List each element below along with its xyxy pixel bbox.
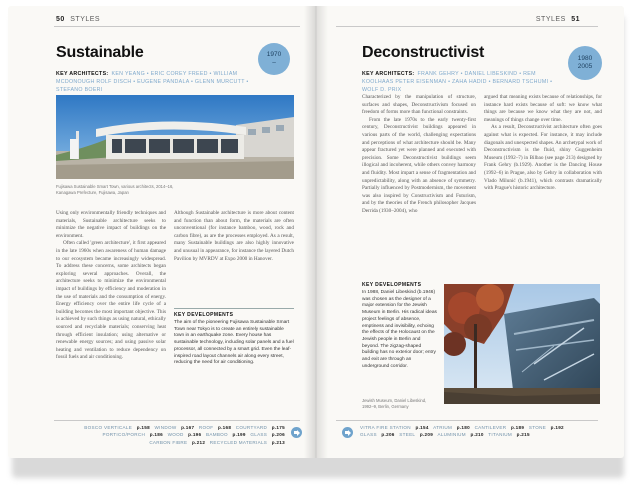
right-xref[interactable]: VITRA FIRE STATION p.154 [360,425,429,430]
right-footer-rule [336,420,598,421]
right-xref[interactable]: GLASS p.206 [360,432,395,438]
left-building-photo [56,95,294,179]
right-building-photo [444,284,600,404]
left-xref[interactable]: PORTICO/PORCH p.186 [102,432,163,438]
right-page-title: Deconstructivist [362,44,485,61]
right-col2-para-2: As a result, Deconstructivist architecture often goes against what is expected. For instance, it may include diagonals and unexpected shapes. An archetypal work of Deconstructivism is the fluid, shiny Guggenheim Museum (1992–7) in Bilbao (see page 213) designed by Frank Gehry (b.1929). Another is the Dancing House (1992–6) in Prague, also by Gehry in collaboration with Vlado Milunić (b.1941), which contrasts dramatically with Prague's historic architecture. [484,124,602,192]
right-header-rule [336,26,598,27]
left-body-column-2 [174,210,294,263]
right-col2-para-1: argued that meaning exists because of relationships, for instance hard exists because of soft: we know what things are because we know what they are not, and meanings of things change over time. [484,94,602,123]
right-xref[interactable]: ALUMINIUM p.210 [437,432,484,438]
right-key-developments [362,282,438,370]
left-xref[interactable]: GLASS p.206 [250,432,285,438]
left-key-developments [174,308,294,367]
left-running-header [56,16,100,23]
right-body-column-2 [484,94,602,193]
left-key-architects [56,70,256,94]
left-xref[interactable]: WINDOW p.167 [154,425,195,430]
left-col1-para-2: Often called 'green architecture', it first appeared in the late 1960s when awareness of human damage to our ecosystem became increasingly widespread. To address these concerns, some architects began exploring several approaches. Overall, the architecture seeks to minimize the environmental impact of buildings by efficiency and moderation in the use of materials and the consumption of energy. Energy efficiency over the entire life cycle of a building becomes the most important objective. This is achieved by such things as using natural, ethically sourced and recyclable materials; conserving heat through efficient insulation; using alternative or renewable energy sources; and using passive solar heating and ventilation to reduce dependency on fossil fuels and air conditioning. [56,240,166,361]
left-date-suffix: – [272,59,276,66]
book-gutter [304,6,328,458]
left-page [8,6,316,458]
left-xref[interactable]: BAMBOO p.199 [205,432,246,438]
left-key-architects-label: KEY ARCHITECTS: [56,71,109,77]
left-footer-rule [54,420,300,421]
left-key-dev-title: KEY DEVELOPMENTS [174,312,234,318]
right-cross-references [360,424,596,439]
right-xref[interactable]: TITANIUM p.215 [488,432,530,438]
left-arrow-right-icon[interactable] [291,427,302,438]
right-xref[interactable]: CANTILEVER p.189 [474,425,525,430]
open-book [8,6,624,458]
left-xref[interactable]: ROOF p.168 [198,425,232,430]
right-date-badge [568,46,602,80]
right-key-architects-list: FRANK GEHRY • DANIEL LIBESKIND • REM KOOLHAAS PETER EISENMAN • ZAHA HADID • BERNARD TSCHUMI • WOLF D. PRIX [362,71,553,93]
right-key-architects [362,70,562,94]
left-col2-para-1: Although Sustainable architecture is more about content and function than about form, the materials are often unconventional (for instance bamboo, wood, rock and carbon fibre), as are the processes employed. As a result, many Sustainable buildings are also highly innovative and unusual in appearance, for instance the layered Dutch Pavilion by MVRDV at Expo 2000 in Hanover. [174,210,294,262]
left-xref[interactable]: COURTYARD p.175 [235,425,285,430]
left-cross-references [70,424,288,446]
right-date-end: 2005 [577,63,593,70]
left-header-rule [54,26,300,27]
right-xref[interactable]: STONE p.192 [528,425,564,430]
left-page-number: 50 [56,16,65,23]
right-xref[interactable]: ATRIUM p.180 [433,425,470,430]
left-section-name: STYLES [70,16,101,23]
right-running-header [536,16,580,23]
right-key-architects-label: KEY ARCHITECTS: [362,71,415,77]
right-photo-caption: Jewish Museum, Daniel Libeskind, 1992–9, Berlin, Germany [362,398,427,409]
right-col1-para-2: From the late 1970s to the early twenty-first century, Deconstructivist buildings appeared in various parts of the world, challenging expectations and perceptions of what architecture should be. Many appear fractured yet were planned and executed with precision. Some Deconstructivist buildings seem illogical and incoherent, while others convey harmony and fluidity. Most impart a sense of fragmentation and unpredictability, along with an absence of symmetry. Partially influenced by Postmodernism, the movement was also inspired by Constructivism and Futurism, and by the theories of the French philosopher Jacques Derrida (1930–2004), who [362,116,476,214]
left-xref[interactable]: WOOD p.196 [167,432,202,438]
right-arrow-right-icon[interactable] [342,427,353,438]
right-col1-para-1: Characterized by the manipulation of structure, surfaces and shapes, Deconstructivism focused on freedom of forms more than functional constraints. [362,94,476,116]
left-page-title: Sustainable [56,44,144,61]
right-key-dev-text: In 1988, Daniel Libeskind (b.1946) was chosen as the designer of a major extension for the Jewish Museum in Berlin. His radical ideas project feelings of absence, emptiness and invisibility, echoing the effects of the Holocaust on the Jewish people in Berlin and beyond. The zigzag-shaped building has no exterior door; entry and exit are through an underground corridor. [362,290,437,369]
right-date-start: 1980 [577,54,593,62]
left-date-badge [258,43,290,75]
right-key-dev-title: KEY DEVELOPMENTS [362,282,422,288]
left-body-column-1 [56,210,166,362]
right-section-name: STYLES [535,16,566,23]
right-page [316,6,624,458]
left-date-start: 1970 [266,50,282,58]
left-photo-caption: Fujisawa Sustainable Smart Town, various architects, 2014–16, Kanagawa Prefecture, Fujisawa, Japan [56,184,174,195]
left-xref[interactable]: BOSCO VERTICALE p.158 [84,425,150,430]
left-xref[interactable]: RECYCLED MATERIALS p.213 [209,439,285,445]
left-col1-para-1: Using only environmentally friendly techniques and materials, Sustainable architecture seeks to minimize the negative impact of buildings on the environment. [56,210,166,239]
right-page-number: 51 [571,16,580,23]
right-xref[interactable]: STEEL p.209 [399,432,434,438]
left-key-architects-list: KEN YEANG • ERIC COREY FREED • WILLIAM MCDONOUGH ROLF DISCH • EUGENE PANDALA • GLENN MURCUTT • STEFANO BOERI [56,71,249,93]
left-key-dev-text: The aim of the pioneering Fujisawa Sustainable Smart Town near Tokyo is to create an entirely sustainable town in an earthquake zone. Every house has sustainable technology, including solar panels and a fuel processor, all connected by a smart grid. Even the leaf-inspired road layout channels air along every street, reducing the need for air conditioning. [174,320,294,366]
left-xref[interactable]: CARBON FIBRE p.212 [149,439,206,445]
right-body-column-1 [362,94,476,216]
